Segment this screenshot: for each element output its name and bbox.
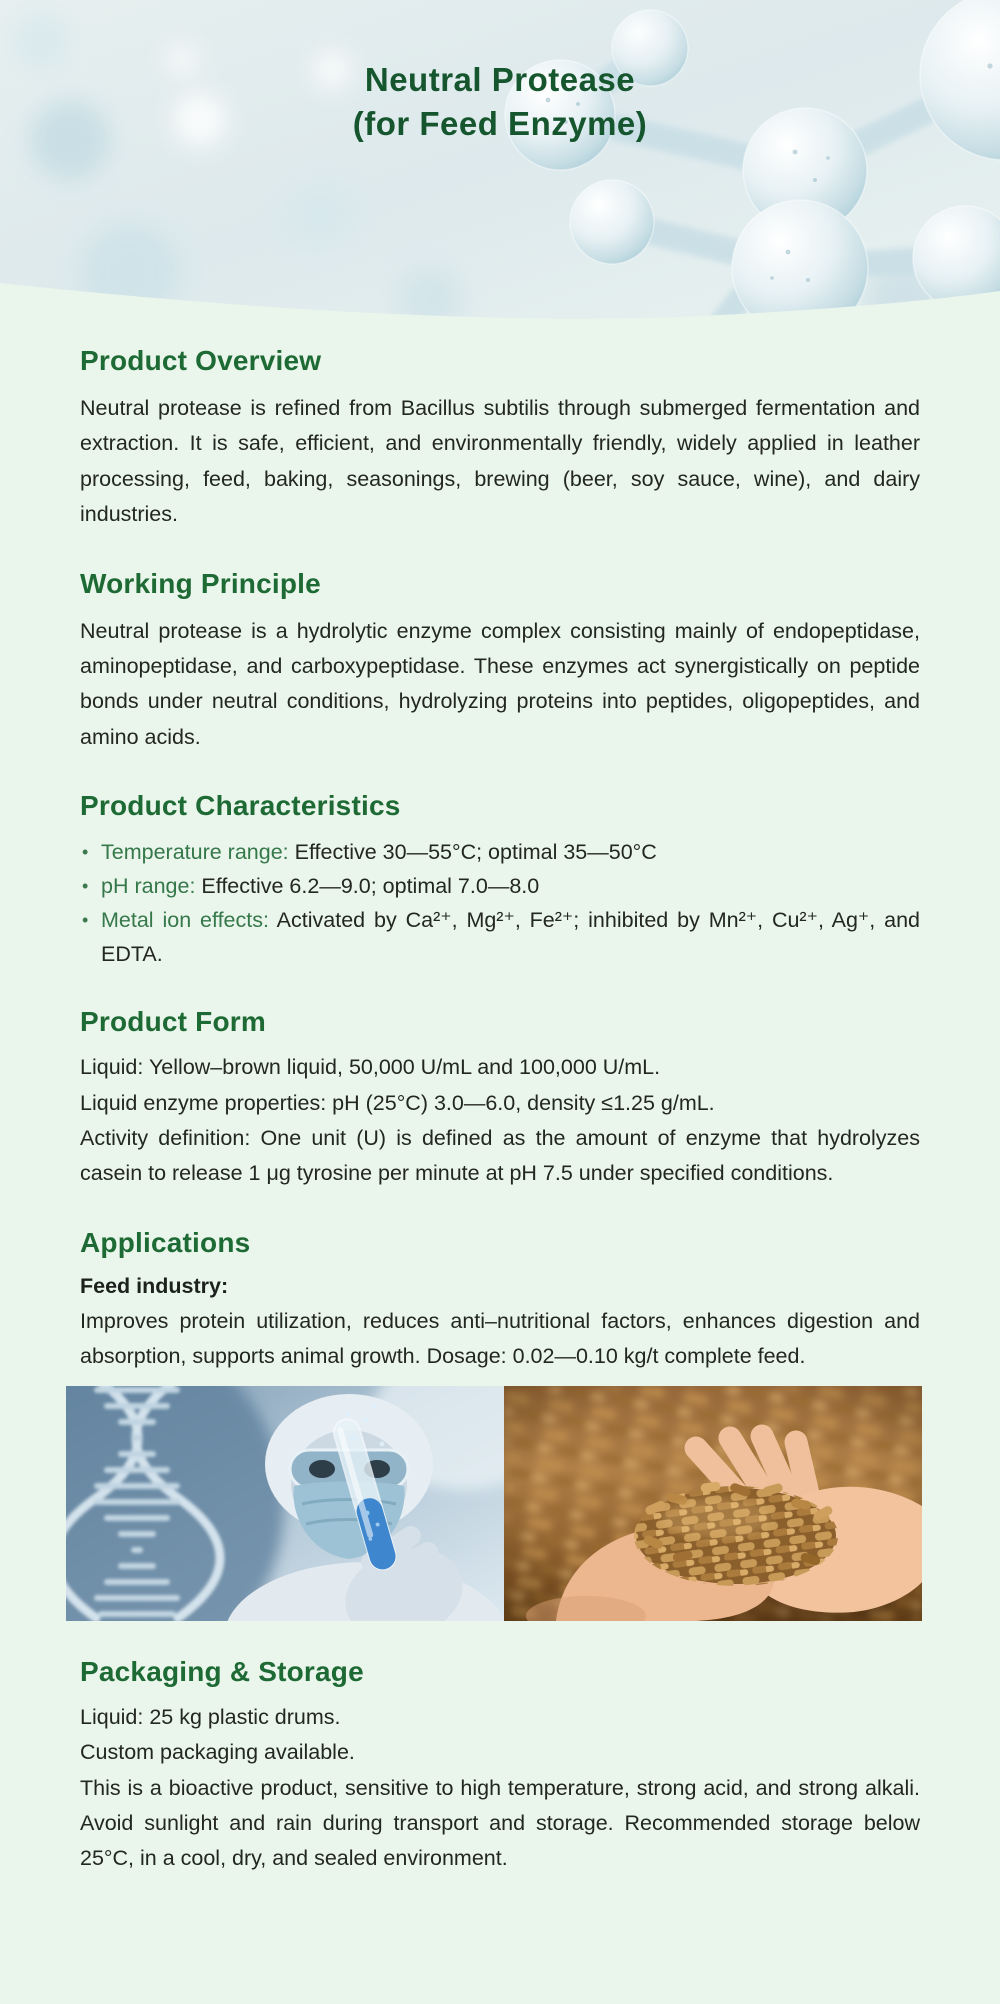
product-title (0, 58, 1000, 146)
section-applications (80, 1226, 920, 1621)
section-heading-product-form: Product Form (80, 1006, 266, 1038)
working-principle-body-text: Neutral protease is a hydrolytic enzyme complex consisting mainly of endopeptidase, aminopeptidase, and carboxypeptidase. These enzymes act synergistically on peptide bonds under neutral conditions, hydrolyzing proteins into peptides, oligopeptides, and amino acids. (80, 618, 920, 749)
product-title-line1: Neutral Protease (364, 61, 636, 98)
product-form-lines (80, 1050, 920, 1192)
feed-pellets-photo (504, 1386, 922, 1621)
section-heading-characteristics: Product Characteristics (80, 790, 401, 822)
characteristic-label: pH range: (101, 874, 196, 899)
section-heading-overview: Product Overview (80, 345, 322, 376)
overview-body-text: Neutral protease is refined from Bacillus subtilis through submerged fermentation and extraction. It is safe, efficient, and environmentally friendly, widely applied in leather processing, feed, baking, seasonings, brewing (beer, soy sauce, wine), and dairy industries. (80, 396, 920, 527)
product-title-line2: (for Feed Enzyme) (352, 105, 648, 142)
characteristic-value: Effective 30—55°C; optimal 35—50°C (288, 840, 657, 865)
characteristics-list (80, 835, 920, 971)
characteristic-item (80, 869, 920, 903)
characteristic-item (80, 835, 920, 869)
section-heading-packaging: Packaging & Storage (80, 1655, 364, 1687)
section-heading-working-principle: Working Principle (80, 567, 321, 599)
lab-scientist-photo (66, 1386, 504, 1621)
characteristic-label: Temperature range: (101, 840, 289, 865)
characteristic-label: Metal ion effects: (101, 908, 269, 933)
product-form-line: Activity definition: One unit (U) is defined as the amount of enzyme that hydrolyzes casein to release 1 μg tyrosine per minute at pH 7.5 under specified conditions. (80, 1126, 920, 1186)
page-content (0, 344, 1000, 1877)
section-product-characteristics (80, 789, 920, 971)
section-heading-applications: Applications (80, 1226, 251, 1258)
section-product-overview (80, 344, 920, 533)
characteristic-value: Effective 6.2—9.0; optimal 7.0—8.0 (195, 874, 540, 899)
hero-curve-divider (0, 259, 1000, 321)
section-working-principle (80, 567, 920, 756)
characteristic-value: Activated by Ca²⁺, Mg²⁺, Fe²⁺; inhibited by Mn²⁺, Cu²⁺, Ag⁺, and EDTA. (101, 908, 920, 967)
applications-subheading: Feed industry: (80, 1273, 229, 1298)
packaging-line: Liquid: 25 kg plastic drums. (80, 1704, 341, 1729)
packaging-line: Custom packaging available. (80, 1740, 355, 1765)
applications-body-text: Improves protein utilization, reduces anti–nutritional factors, enhances digestion and absorption, supports animal growth. Dosage: 0.02—0.10 kg/t complete feed. (80, 1308, 920, 1369)
packaging-lines (80, 1700, 920, 1877)
section-product-form (80, 1005, 920, 1192)
characteristic-item (80, 903, 920, 971)
section-packaging-storage (80, 1655, 920, 1877)
application-photos (66, 1386, 922, 1621)
product-form-line: Liquid: Yellow–brown liquid, 50,000 U/mL and 100,000 U/mL. (80, 1055, 661, 1080)
product-form-line: Liquid enzyme properties: pH (25°C) 3.0—6.0, density ≤1.25 g/mL. (80, 1090, 715, 1115)
hero-banner (0, 0, 1000, 320)
packaging-line: This is a bioactive product, sensitive to high temperature, strong acid, and strong alkali. Avoid sunlight and rain during transport and storage. Recommended storage below 25°C, in a cool, dry, and sealed environment. (80, 1775, 920, 1871)
